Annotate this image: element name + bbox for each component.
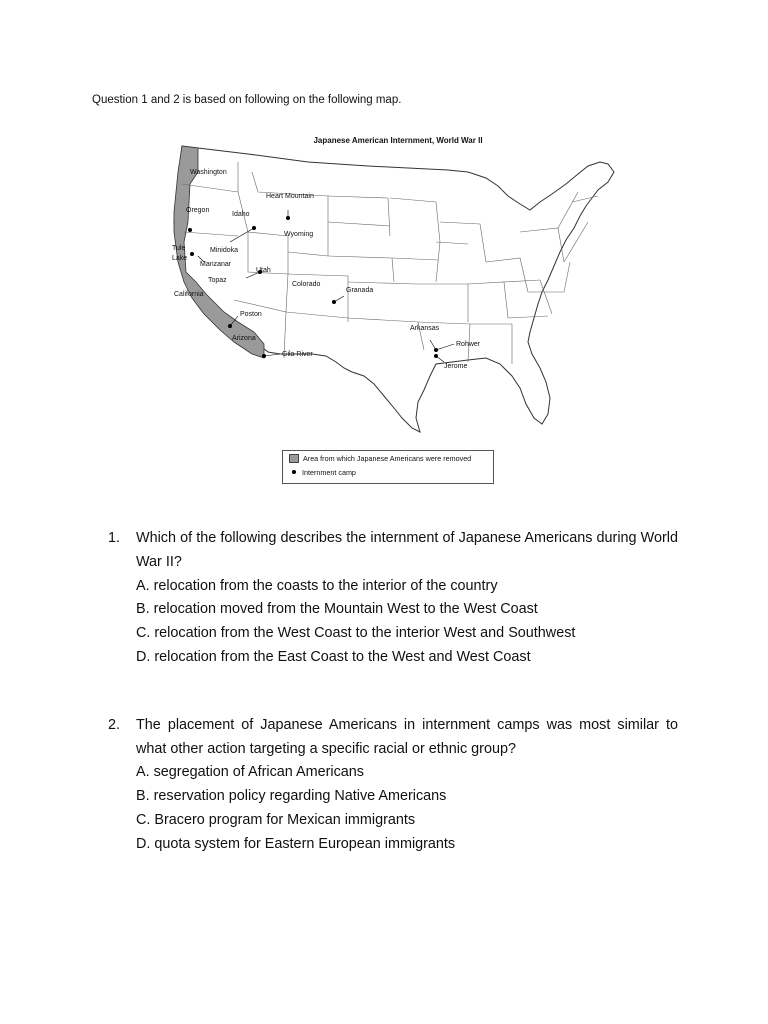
question-number: 1. xyxy=(108,530,121,546)
map-title: Japanese American Internment, World War II xyxy=(313,136,483,145)
question-1 xyxy=(108,527,678,670)
label-tule: Tule xyxy=(172,245,186,252)
option-c: C. Bracero program for Mexican immigrants xyxy=(136,811,416,828)
intro-text: Question 1 and 2 is based on following on the following map. xyxy=(92,94,402,106)
question-body xyxy=(136,527,678,670)
label-utah: Utah xyxy=(256,267,271,274)
label-colorado: Colorado xyxy=(292,281,321,288)
label-rohwer: Rohwer xyxy=(456,341,481,348)
label-manzanar: Manzanar xyxy=(200,261,232,268)
legend-label-camp: Internment camp xyxy=(302,467,356,477)
option-b: B. reservation policy regarding Native Americans xyxy=(136,788,447,805)
legend-row-area xyxy=(283,451,493,465)
us-outline xyxy=(174,146,614,432)
label-gila-river: Gila River xyxy=(282,351,313,358)
label-washington: Washington xyxy=(190,169,227,176)
label-minidoka: Minidoka xyxy=(210,247,239,254)
question-body xyxy=(136,714,678,857)
legend-dot-camp xyxy=(292,470,296,474)
label-california: California xyxy=(174,291,204,298)
question-2 xyxy=(108,714,678,857)
label-wyoming: Wyoming xyxy=(284,231,314,238)
question-number: 2. xyxy=(108,716,121,733)
label-poston: Poston xyxy=(240,311,262,318)
legend-label-area: Area from which Japanese Americans were removed xyxy=(303,453,472,463)
camp-dot-manzanar xyxy=(190,252,194,256)
legend-swatch-area xyxy=(289,454,299,463)
label-topaz: Topaz xyxy=(208,277,227,284)
label-arkansas: Arkansas xyxy=(410,325,440,332)
label-oregon: Oregon xyxy=(186,207,210,214)
label-idaho: Idaho xyxy=(232,211,250,218)
camp-dot-tule-lake xyxy=(188,228,192,232)
internment-map xyxy=(168,132,628,488)
question-list xyxy=(108,527,678,901)
label-heart-mountain: Heart Mountain xyxy=(266,193,314,200)
option-b: B. relocation moved from the Mountain West to the West Coast xyxy=(136,601,538,618)
label-jerome: Jerome xyxy=(444,363,468,370)
option-c: C. relocation from the West Coast to the interior West and Southwest xyxy=(136,625,576,642)
us-map-svg xyxy=(168,132,628,488)
option-d: D. quota system for Eastern European immigrants xyxy=(136,835,456,852)
option-a: A. relocation from the coasts to the interior of the country xyxy=(136,577,498,594)
legend-row-camp xyxy=(283,465,493,479)
label-arizona: Arizona xyxy=(232,335,256,342)
label-granada: Granada xyxy=(346,287,374,294)
question-stem: The placement of Japanese Americans in internment camps was most similar to what other action targeting a specific racial or ethnic group? xyxy=(136,716,678,757)
option-d: D. relocation from the East Coast to the West and West Coast xyxy=(136,648,531,665)
label-lake: Lake xyxy=(172,255,188,262)
question-stem: Which of the following describes the internment of Japanese Americans during World War II? xyxy=(136,530,678,570)
map-legend xyxy=(282,450,494,484)
option-a: A. segregation of African Americans xyxy=(136,764,364,781)
